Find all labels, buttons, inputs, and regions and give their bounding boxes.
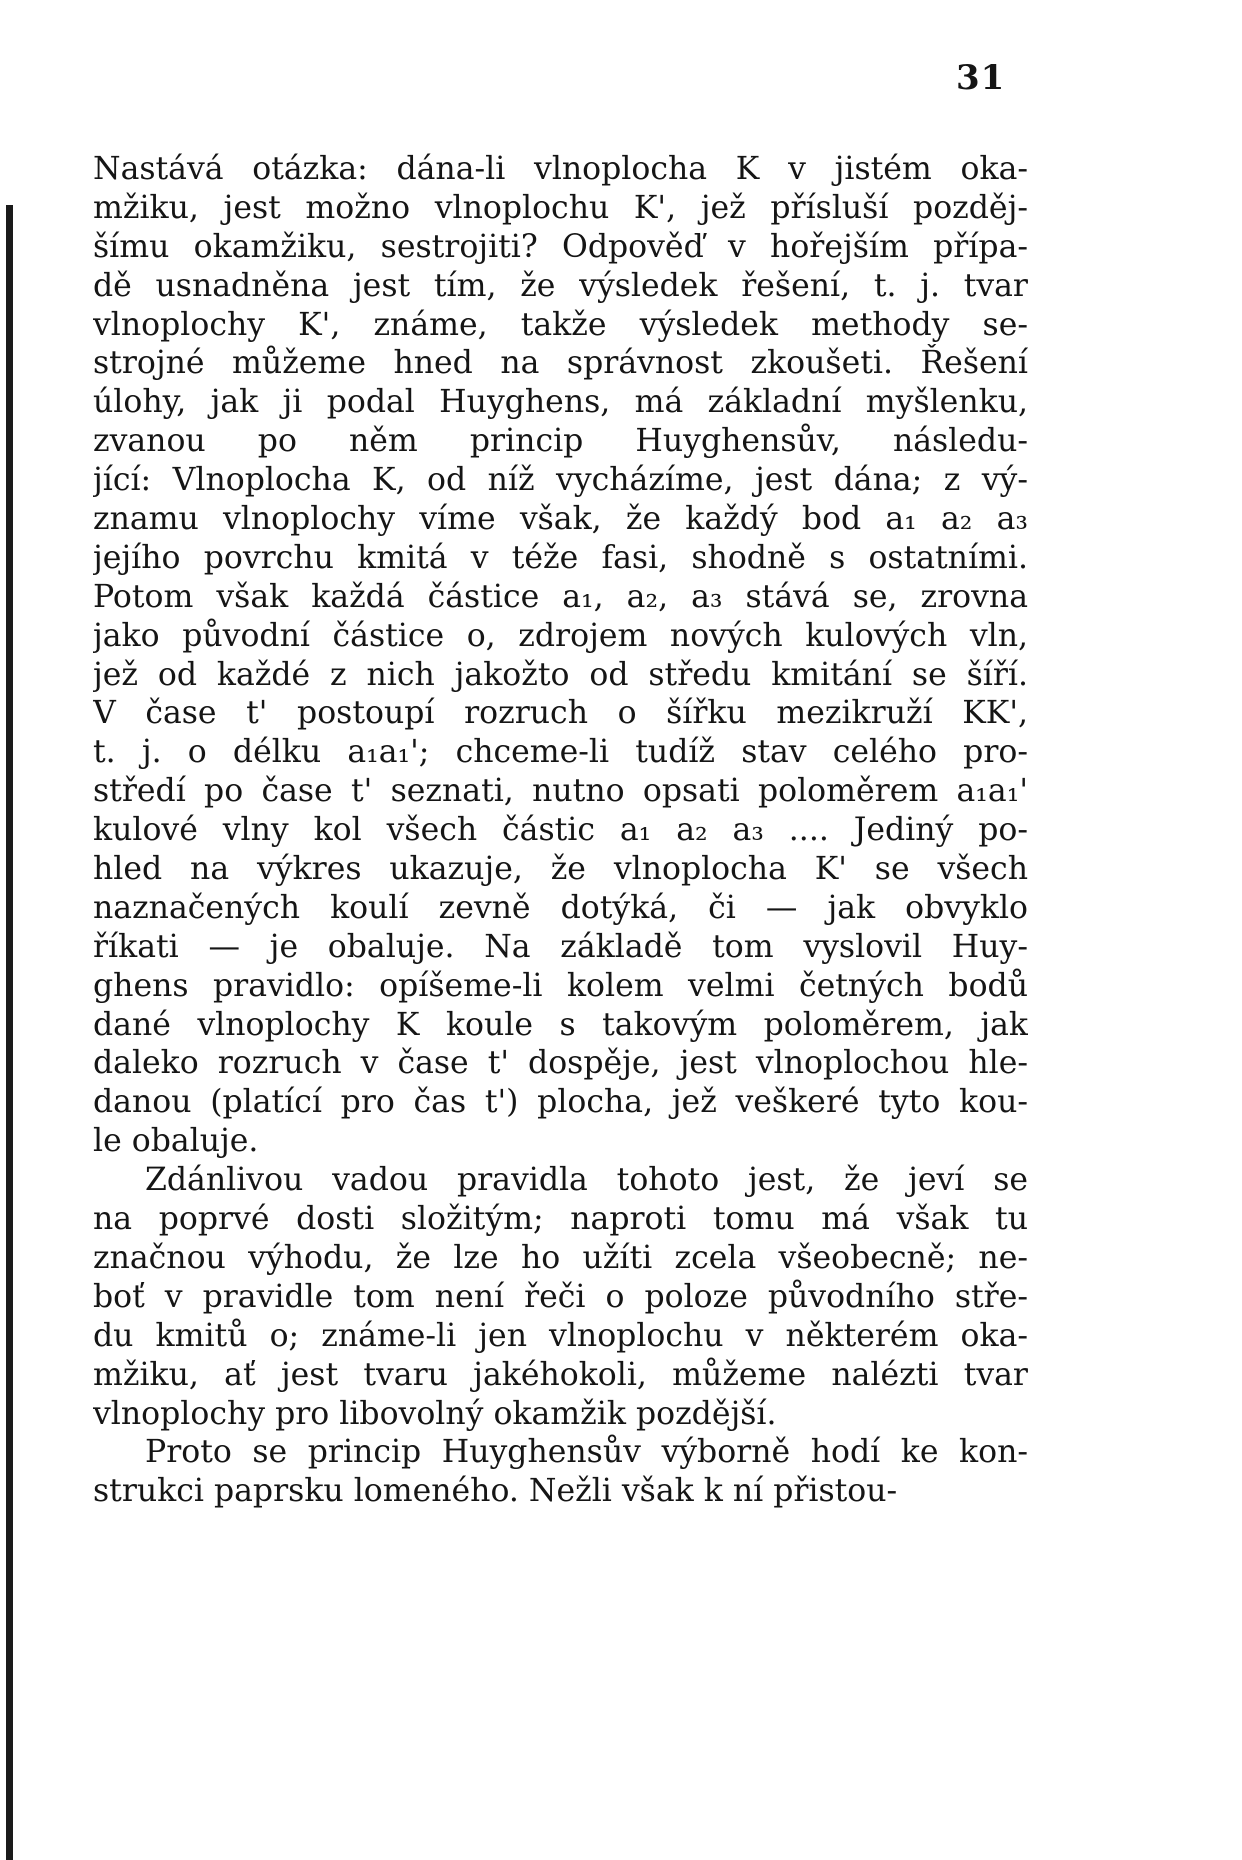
text-line: hled na výkres ukazuje, že vlnoplocha K' se všech <box>93 851 1028 888</box>
paragraph <box>93 1161 1028 1433</box>
text-line: boť v pravidle tom není řeči o poloze původního stře- <box>93 1278 1028 1315</box>
text-line: Potom však každá částice a₁, a₂, a₃ stává se, zrovna <box>93 578 1028 615</box>
text-line: jejího povrchu kmitá v téže fasi, shodně s ostatními. <box>93 539 1028 576</box>
text-line: zvanou po něm princip Huyghensův, následu- <box>93 423 1028 460</box>
text-line: mžiku, ať jest tvaru jakéhokoli, můžeme nalézti tvar <box>93 1356 1028 1393</box>
text-line: znamu vlnoplochy víme však, že každý bod a₁ a₂ a₃ <box>93 501 1028 538</box>
text-line: šímu okamžiku, sestrojiti? Odpověď v hořejším přípa- <box>93 228 1028 265</box>
text-line: dě usnadněna jest tím, že výsledek řešení, t. j. tvar <box>93 267 1028 304</box>
text-line: V čase t' postoupí rozruch o šířku mezikruží KK', <box>93 695 1028 732</box>
text-line: danou (platící pro čas t') plocha, jež veškeré tyto kou- <box>93 1084 1028 1121</box>
text-line: jící: Vlnoplocha K, od níž vycházíme, jest dána; z vý- <box>93 462 1028 499</box>
text-line: le obaluje. <box>93 1123 259 1160</box>
text-line: du kmitů o; známe-li jen vlnoplochu v některém oka- <box>93 1317 1028 1354</box>
text-line: úlohy, jak ji podal Huyghens, má základní myšlenku, <box>93 384 1028 421</box>
text-line: strukci paprsku lomeného. Nežli však k ní přistou- <box>93 1473 898 1510</box>
body-text <box>93 150 1028 1511</box>
text-line: vlnoplochy pro libovolný okamžik pozdější. <box>93 1395 777 1432</box>
text-line: kulové vlny kol všech částic a₁ a₂ a₃ .... Jediný po- <box>93 812 1028 849</box>
text-line: vlnoplochy K', známe, takže výsledek methody se- <box>93 306 1028 343</box>
text-line: strojné můžeme hned na správnost zkoušeti. Řešení <box>93 345 1028 382</box>
text-line: Proto se princip Huyghensův výborně hodí ke kon- <box>145 1434 1028 1471</box>
text-line: Zdánlivou vadou pravidla tohoto jest, že jeví se <box>145 1162 1028 1199</box>
text-line: dané vlnoplochy K koule s takovým poloměrem, jak <box>93 1006 1028 1043</box>
text-line: mžiku, jest možno vlnoplochu K', jež přísluší pozděj- <box>93 189 1028 226</box>
paragraph <box>93 150 1028 1161</box>
page-number: 31 <box>956 58 1006 98</box>
text-line: t. j. o délku a₁a₁'; chceme-li tudíž stav celého pro- <box>93 734 1028 771</box>
text-line: středí po čase t' seznati, nutno opsati poloměrem a₁a₁' <box>93 773 1028 810</box>
text-line: jež od každé z nich jakožto od středu kmitání se šíří. <box>93 656 1028 693</box>
text-line: říkati — je obaluje. Na základě tom vyslovil Huy- <box>93 928 1028 965</box>
scan-edge-rule <box>6 205 13 1860</box>
text-line: značnou výhodu, že lze ho užíti zcela všeobecně; ne- <box>93 1239 1028 1276</box>
text-line: Nastává otázka: dána-li vlnoplocha K v jistém oka- <box>93 151 1028 187</box>
text-line: na poprvé dosti složitým; naproti tomu má však tu <box>93 1201 1028 1238</box>
text-line: ghens pravidlo: opíšeme-li kolem velmi četných bodů <box>93 967 1028 1004</box>
text-line: naznačených koulí zevně dotýká, či — jak obvyklo <box>93 889 1028 926</box>
text-line: jako původní částice o, zdrojem nových kulových vln, <box>93 617 1028 654</box>
paragraph <box>93 1433 1028 1511</box>
text-line: daleko rozruch v čase t' dospěje, jest vlnoplochou hle- <box>93 1045 1028 1082</box>
